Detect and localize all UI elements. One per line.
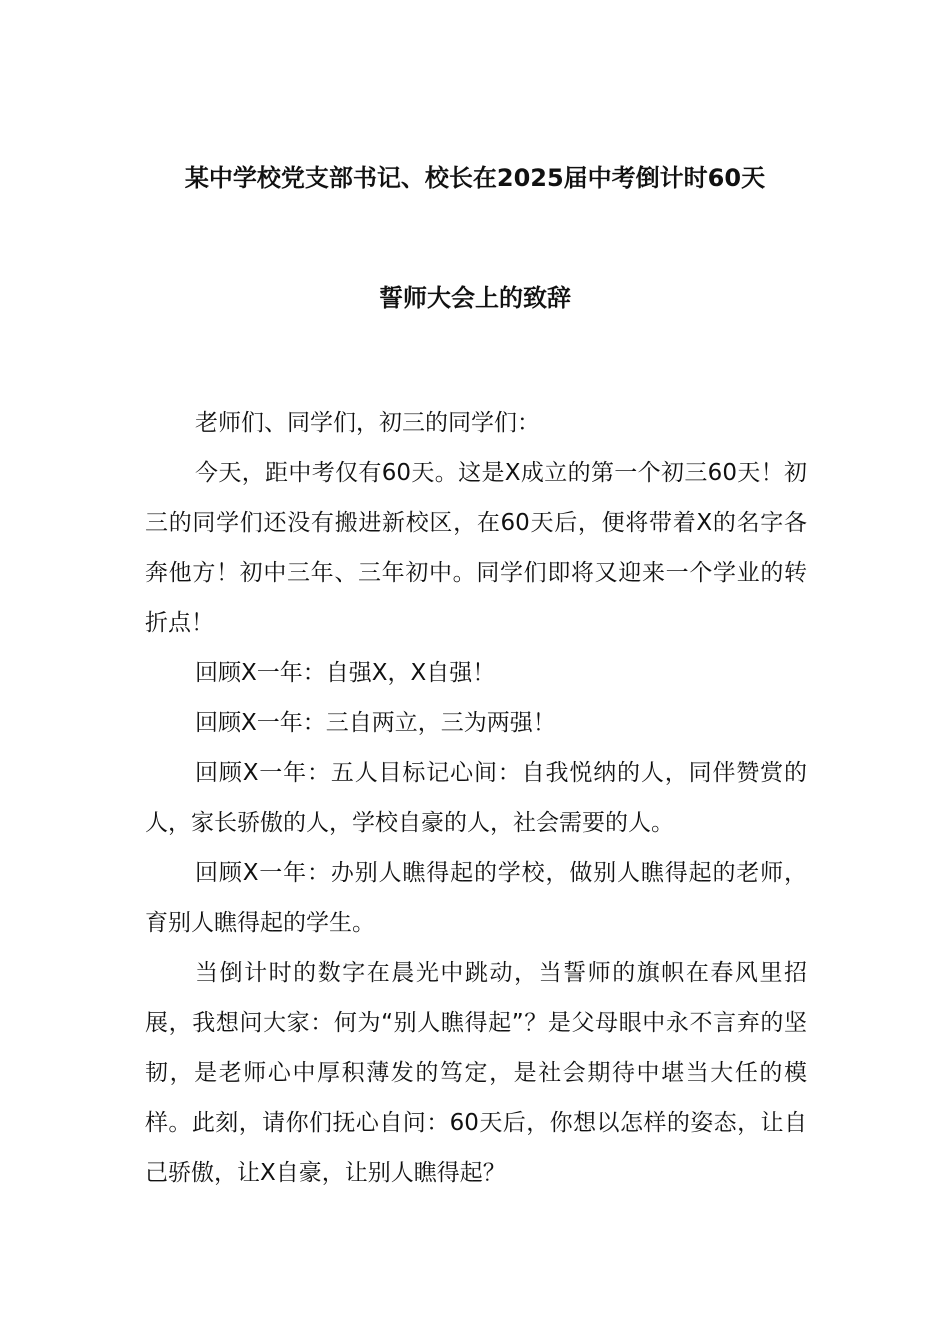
paragraph: 回顾X一年：五人目标记心间：自我悦纳的人，同伴赞赏的人，家长骄傲的人，学校自豪的人，社会需要的人。 xyxy=(145,760,807,836)
document-title-line-1: 某中学校党支部书记、校长在2025届中考倒计时60天 xyxy=(184,164,766,192)
paragraph: 当倒计时的数字在晨光中跳动，当誓师的旗帜在春风里招展，我想问大家：何为“别人瞧得起”？是父母眼中永不言弃的坚韧，是老师心中厚积薄发的笃定，是社会期待中堪当大任的模样。此刻，请你们抚心自问：60天后，你想以怎样的姿态，让自己骄傲，让X自豪，让别人瞧得起？ xyxy=(145,960,807,1186)
paragraph: 回顾X一年：办别人瞧得起的学校，做别人瞧得起的老师，育别人瞧得起的学生。 xyxy=(145,860,807,936)
document-title-line-2: 誓师大会上的致辞 xyxy=(379,284,571,312)
paragraph: 回顾X一年：三自两立，三为两强！ xyxy=(195,710,556,736)
paragraph-salutation: 老师们、同学们，初三的同学们： xyxy=(195,410,540,436)
paragraph: 回顾X一年：自强X，X自强！ xyxy=(195,660,496,686)
paragraph: 今天，距中考仅有60天。这是X成立的第一个初三60天！初三的同学们还没有搬进新校区，在60天后，便将带着X的名字各奔他方！初中三年、三年初中。同学们即将又迎来一个学业的转折点！ xyxy=(145,460,807,636)
document-body xyxy=(145,398,807,1198)
